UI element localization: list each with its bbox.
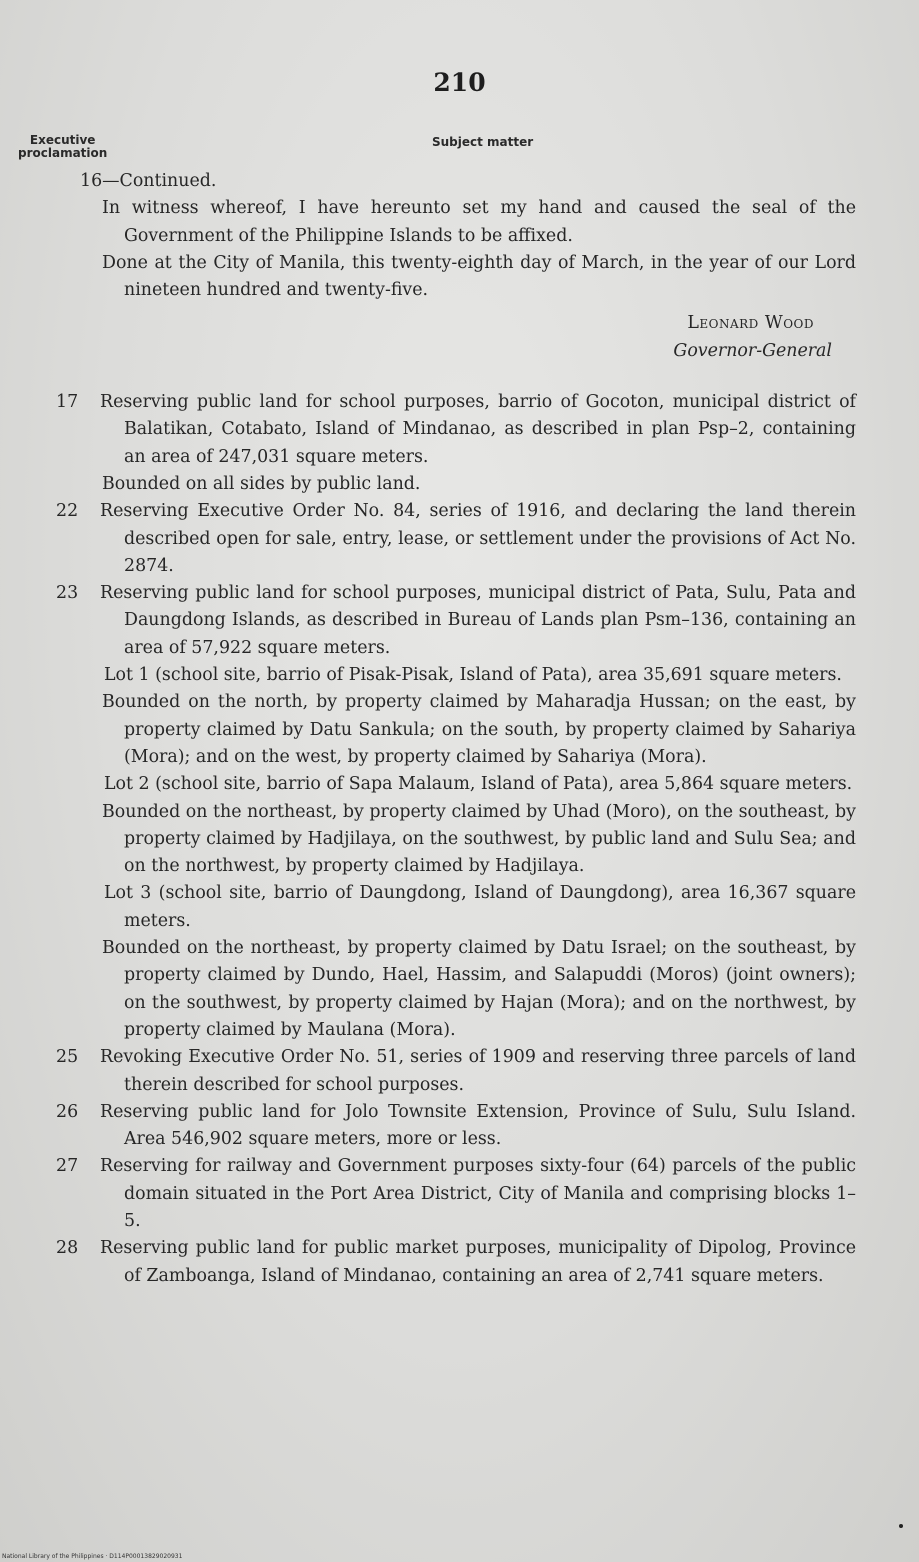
entry-17	[56, 389, 856, 471]
done-at-paragraph: Done at the City of Manila, this twenty-eighth day of March, in the year of our Lord nineteen hundred and twenty-five.	[102, 252, 856, 301]
entry-text: Reserving Executive Order No. 84, series of 1916, and declaring the land therein described open for sale, entry, lease, or settlement under the provisions of Act No. 2874.	[100, 501, 856, 576]
entry-text: Revoking Executive Order No. 51, series of 1909 and reserving three parcels of land therein described for school purposes.	[100, 1047, 856, 1095]
entry-26	[56, 1099, 856, 1154]
entry-23-lot-1: Lot 1 (school site, barrio of Pisak-Pisak, Island of Pata), area 35,691 square meters.	[104, 665, 842, 686]
entry-number: 25	[56, 1047, 79, 1068]
entry-28	[56, 1235, 856, 1290]
witness-paragraph: In witness whereof, I have hereunto set my hand and caused the seal of the Government of the Philippine Islands to be affixed.	[102, 198, 856, 246]
entry-text: Reserving public land for school purposes, municipal district of Pata, Sulu, Pata and Daungdong Islands, as described in Bureau of Lands plan Psm–136, containing an area of 57,922 square meters.	[100, 583, 856, 658]
page-number: 210	[433, 68, 486, 97]
entry-number: 22	[56, 501, 79, 522]
ink-speck	[899, 1524, 903, 1528]
scan-footer: National Library of the Philippines · D114P00013829020931	[2, 1553, 183, 1560]
entry-text: Reserving for railway and Government purposes sixty-four (64) parcels of the public domain situated in the Port Area District, City of Manila and comprising blocks 1–5.	[100, 1156, 856, 1231]
entry-17-bounded: Bounded on all sides by public land.	[102, 473, 421, 494]
column-header-executive-proclamation	[18, 134, 107, 160]
entry-23-lot-2-bounded: Bounded on the northeast, by property claimed by Uhad (Moro), on the southeast, by property claimed by Hadjilaya, on the southwest, by public land and Sulu Sea; and on the northwest, by property claimed by Hadjilaya.	[102, 801, 856, 877]
column-header-left-line1: Executive	[29, 133, 96, 147]
entry-23-lot-3: Lot 3 (school site, barrio of Daungdong, Island of Daungdong), area 16,367 square meters.	[104, 883, 856, 931]
entry-number: 17	[56, 392, 79, 413]
entry-text: Reserving public land for public market purposes, municipality of Dipolog, Province of Zamboanga, Island of Mindanao, containing an area of 2,741 square meters.	[100, 1238, 856, 1286]
entry-number: 28	[56, 1238, 79, 1259]
entry-23-lot-1-bounded: Bounded on the north, by property claimed by Maharadja Hussan; on the east, by property claimed by Datu Sankula; on the south, by property claimed by Sahariya (Mora); and on the west, by property claimed by Sahariya (Mora).	[102, 692, 856, 767]
entry-23-lot-3-bounded: Bounded on the northeast, by property claimed by Datu Israel; on the southeast, by property claimed by Dundo, Hael, Hassim, and Salapuddi (Moros) (joint owners); on the southwest, by property claimed by Hajan (Mora); and on the northwest, by property claimed by Maulana (Mora).	[102, 938, 856, 1040]
signature-title: Governor-General	[673, 340, 832, 361]
entry-23-lot-2: Lot 2 (school site, barrio of Sapa Malaum, Island of Pata), area 5,864 square meters.	[104, 774, 853, 795]
entry-number: 23	[56, 583, 79, 604]
signature-name: Leonard Wood	[687, 313, 814, 334]
entry-22	[56, 498, 856, 580]
entry-27	[56, 1153, 856, 1235]
entry-25	[56, 1044, 856, 1099]
entry-text: Reserving public land for Jolo Townsite Extension, Province of Sulu, Sulu Island. Area 546,902 square meters, more or less.	[100, 1101, 856, 1150]
entry-number: 26	[56, 1101, 79, 1122]
entry-text: Reserving public land for school purposes, barrio of Gocoton, municipal district of Balatikan, Cotabato, Island of Mindanao, as described in plan Psp–2, containing an area of 247,031 square meters.	[100, 392, 856, 467]
column-header-subject-matter: Subject matter	[432, 135, 534, 149]
continued-label: 16—Continued.	[80, 171, 217, 191]
entry-23	[56, 580, 856, 662]
document-body	[56, 168, 856, 1290]
entry-number: 27	[56, 1156, 79, 1177]
column-header-left-line2: proclamation	[18, 146, 108, 160]
